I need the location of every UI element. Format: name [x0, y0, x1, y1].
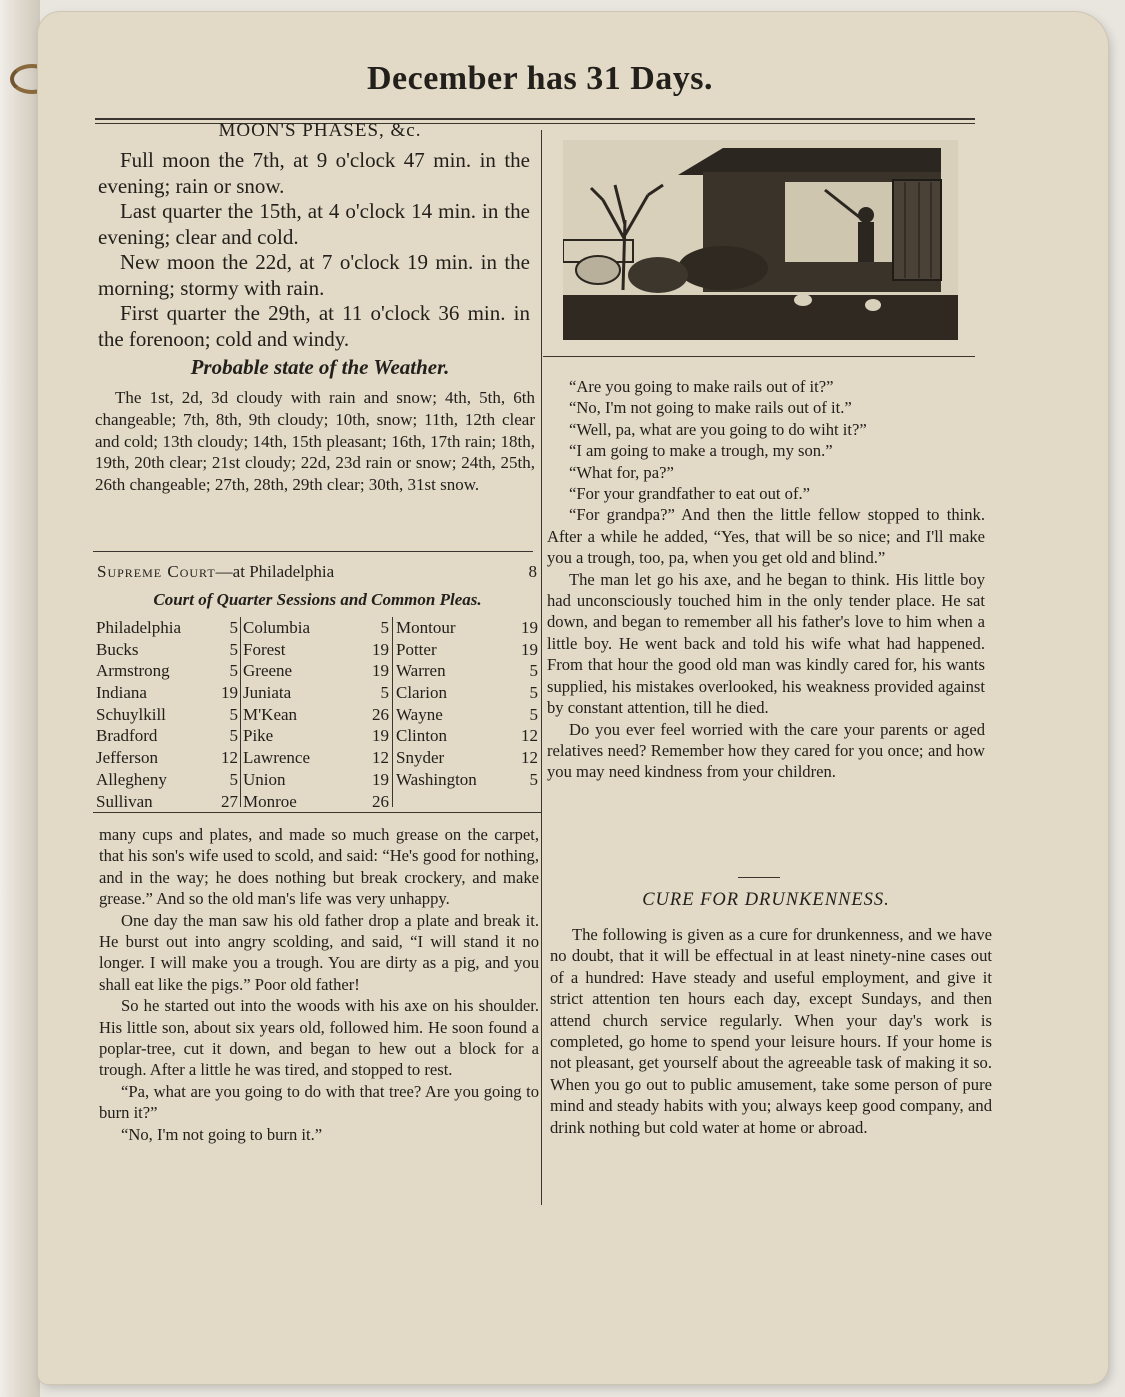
county-name: Indiana: [96, 683, 147, 703]
barn-roof: [678, 148, 941, 175]
county-name: Allegheny: [96, 769, 167, 789]
barn-door: [893, 180, 941, 280]
county-day: 19: [221, 683, 238, 703]
court-row: [243, 682, 389, 704]
short-rule: [738, 877, 780, 878]
court-row: [243, 617, 389, 639]
court-row: [396, 682, 538, 704]
story-right-column: [547, 376, 985, 783]
court-row: [243, 725, 389, 747]
thresher-body: [858, 222, 874, 262]
page-title: December has 31 Days.: [366, 60, 714, 97]
county-day: 12: [221, 748, 238, 768]
county-day: 19: [372, 661, 389, 681]
cure-text: The following is given as a cure for drunkenness, and we have no doubt, that it will be effectual in at least ninety-nine cases out of a hundred: Have steady and useful employment, and give it strict attention ten hours each day, except Sundays, and then attend church service regularly. When your day's work is completed, go home to spend your leisure hours. If your home is not pleasant, get yourself about the agreeable task of making it so. When you go out to public amusement, take some person of pure mind and steady habits with you; always keep good company, and drink nothing but cold water at home or abroad.: [550, 925, 992, 1137]
story-paragraph: “Are you going to make rails out of it?”: [569, 377, 834, 396]
county-day: 5: [529, 704, 538, 724]
court-row: [396, 660, 538, 682]
story-paragraph: One day the man saw his old father drop a plate and break it. He burst out into angry scolding, and said, “I will stand it no longer. I will make you a trough. You are dirty as a pig, and you shall eat like the pigs.” Poor old father!: [99, 910, 539, 994]
weather-heading: Probable state of the Weather.: [190, 355, 450, 379]
county-name: Philadelphia: [96, 618, 181, 637]
sheep: [576, 256, 620, 284]
supreme-court-place: —at Philadelphia: [215, 562, 335, 581]
story-paragraph: Do you ever feel worried with the care your parents or aged relatives need? Remember how they cared for you once; and how you may need kindness from your children.: [547, 719, 985, 782]
story-left-column: [99, 824, 539, 1145]
book-binding: [0, 0, 40, 1397]
court-row: [96, 791, 238, 813]
county-day: 5: [529, 661, 538, 681]
chicken: [794, 294, 812, 306]
illustration-rule: [543, 356, 975, 357]
county-name: Lawrence: [243, 748, 311, 768]
county-name: Warren: [396, 661, 446, 681]
story-paragraph: “I am going to make a trough, my son.”: [569, 441, 833, 461]
moon-phase-line: First quarter the 29th, at 11 o'clock 36 min. in the forenoon; cold and windy.: [98, 301, 530, 351]
county-name: Monroe: [243, 791, 297, 811]
moon-phases-heading: MOON'S PHASES, &c.: [218, 120, 422, 141]
court-row: [96, 725, 238, 747]
court-row: [396, 617, 538, 639]
court-row: [243, 791, 389, 813]
county-day: 26: [372, 704, 389, 724]
horse: [628, 257, 688, 293]
court-row: [96, 747, 238, 769]
county-day: 5: [229, 769, 238, 789]
county-day: 5: [229, 726, 238, 746]
county-name: M'Kean: [243, 704, 298, 724]
moon-phases-text: [98, 148, 530, 352]
weather-text: The 1st, 2d, 3d cloudy with rain and snow; 4th, 5th, 6th changeable; 7th, 8th, 9th cloudy; 10th, snow; 11th, 12th clear and cold; 13th cloudy; 14th, 15th pleasant; 16th, 17th rain; 18th, 19th, 20th clear; 21st cloudy; 22d, 23d rain or snow; 24th, 25th, 26th changeable; 27th, 28th, 29th clear; 30th, 31st snow.: [95, 388, 535, 495]
court-column-2: [243, 617, 389, 812]
story-paragraph: So he started out into the woods with his axe on his shoulder. His little son, about six years old, followed him. He soon found a poplar-tree, cut it down, and began to hew out a block for a trough. After a little he was tired, and stopped to rest.: [99, 996, 539, 1080]
section-rule: [93, 551, 533, 552]
county-name: Jefferson: [96, 748, 158, 768]
story-paragraph: The man let go his axe, and he began to think. His little boy had unconsciously touched him in the only tender place. He sat down, and began to remember all his father's love to him when a little boy. He went back and told his wife what had happened. From that hour the good old man was kindly cared for, his wants supplied, his mistakes overlooked, his weakness provided against by constant attention, till he died.: [547, 569, 985, 718]
court-column-3: [396, 617, 538, 791]
court-column-1: [96, 617, 238, 812]
court-row: [396, 725, 538, 747]
story-paragraph: “What for, pa?”: [569, 462, 674, 482]
supreme-court-day: 8: [528, 562, 537, 581]
county-name: Armstrong: [96, 661, 170, 681]
county-day: 5: [229, 618, 238, 637]
column-divider: [541, 130, 542, 1205]
county-day: 5: [229, 704, 238, 724]
county-name: Bradford: [96, 726, 158, 746]
court-sessions-heading: Court of Quarter Sessions and Common Pleas.: [153, 590, 482, 609]
court-row: [96, 769, 238, 791]
county-day: 5: [229, 639, 238, 659]
story-paragraph: “No, I'm not going to make rails out of it.”: [569, 398, 852, 418]
story-paragraph: “Well, pa, what are you going to do wiht it?”: [569, 419, 867, 439]
county-day: 12: [372, 748, 389, 768]
county-name: Clarion: [396, 683, 447, 703]
cow: [678, 246, 768, 290]
court-row: [96, 660, 238, 682]
county-day: 12: [521, 726, 538, 746]
county-day: 12: [521, 748, 538, 768]
cure-heading: CURE FOR DRUNKENNESS.: [642, 890, 890, 910]
moon-phase-line: Full moon the 7th, at 9 o'clock 47 min. in the evening; rain or snow.: [98, 148, 530, 198]
county-day: 19: [372, 639, 389, 659]
county-day: 27: [221, 791, 238, 811]
county-name: Bucks: [96, 639, 139, 659]
county-day: 5: [229, 661, 238, 681]
court-row: [243, 769, 389, 791]
court-row: [243, 704, 389, 726]
story-paragraph: “For grandpa?” And then the little fellow stopped to think. After a while he added, “Yes, that will be so nice; and I'll make you a trough, too, pa, when you get old and blind.”: [547, 505, 985, 568]
county-name: Forest: [243, 639, 286, 659]
thresher-figure: [858, 207, 874, 223]
county-day: 19: [521, 618, 538, 637]
supreme-court-label: Supreme Court: [97, 562, 216, 581]
county-day: 5: [380, 618, 389, 637]
county-day: 5: [380, 683, 389, 703]
court-row: [396, 639, 538, 661]
court-row: [243, 639, 389, 661]
county-name: Union: [243, 769, 286, 789]
county-name: Washington: [396, 769, 477, 789]
moon-phase-line: Last quarter the 15th, at 4 o'clock 14 min. in the evening; clear and cold.: [98, 199, 530, 249]
court-row: [96, 682, 238, 704]
court-row: [396, 704, 538, 726]
county-day: 26: [372, 791, 389, 811]
story-paragraph: “Pa, what are you going to do with that tree? Are you going to burn it?”: [99, 1081, 539, 1123]
section-rule: [93, 812, 541, 813]
chicken: [865, 299, 881, 311]
court-row: [243, 747, 389, 769]
county-day: 5: [529, 683, 538, 703]
county-name: Montour: [396, 618, 456, 637]
story-paragraph: “No, I'm not going to burn it.”: [121, 1124, 323, 1144]
county-day: 19: [372, 726, 389, 746]
story-paragraph: many cups and plates, and made so much grease on the carpet, that his son's wife used to scold, and said: “He's good for nothing, and in the way; he does nothing but break crockery, and make grease.” And so the old man's life was very unhappy.: [99, 825, 539, 909]
supreme-court-line: [97, 562, 537, 582]
county-name: Wayne: [396, 704, 443, 724]
moon-phase-line: New moon the 22d, at 7 o'clock 19 min. in the morning; stormy with rain.: [98, 250, 530, 300]
county-name: Schuylkill: [96, 704, 166, 724]
court-row: [96, 704, 238, 726]
farm-woodcut-illustration: [563, 140, 958, 340]
court-row: [96, 639, 238, 661]
story-paragraph: “For your grandfather to eat out of.”: [569, 484, 810, 504]
court-table-divider: [392, 617, 393, 807]
barnyard-ground: [563, 295, 958, 340]
court-row: [396, 747, 538, 769]
county-name: Greene: [243, 661, 293, 681]
county-name: Columbia: [243, 618, 311, 637]
court-row: [243, 660, 389, 682]
county-name: Sullivan: [96, 791, 153, 811]
county-day: 19: [372, 769, 389, 789]
county-name: Snyder: [396, 748, 445, 768]
county-name: Potter: [396, 639, 437, 659]
court-table-divider: [240, 617, 241, 807]
county-name: Juniata: [243, 683, 292, 703]
county-name: Clinton: [396, 726, 448, 746]
court-row: [96, 617, 238, 639]
barn-opening: [785, 182, 905, 262]
county-day: 19: [521, 639, 538, 659]
court-row: [396, 769, 538, 791]
county-day: 5: [529, 769, 538, 789]
county-name: Pike: [243, 726, 274, 746]
